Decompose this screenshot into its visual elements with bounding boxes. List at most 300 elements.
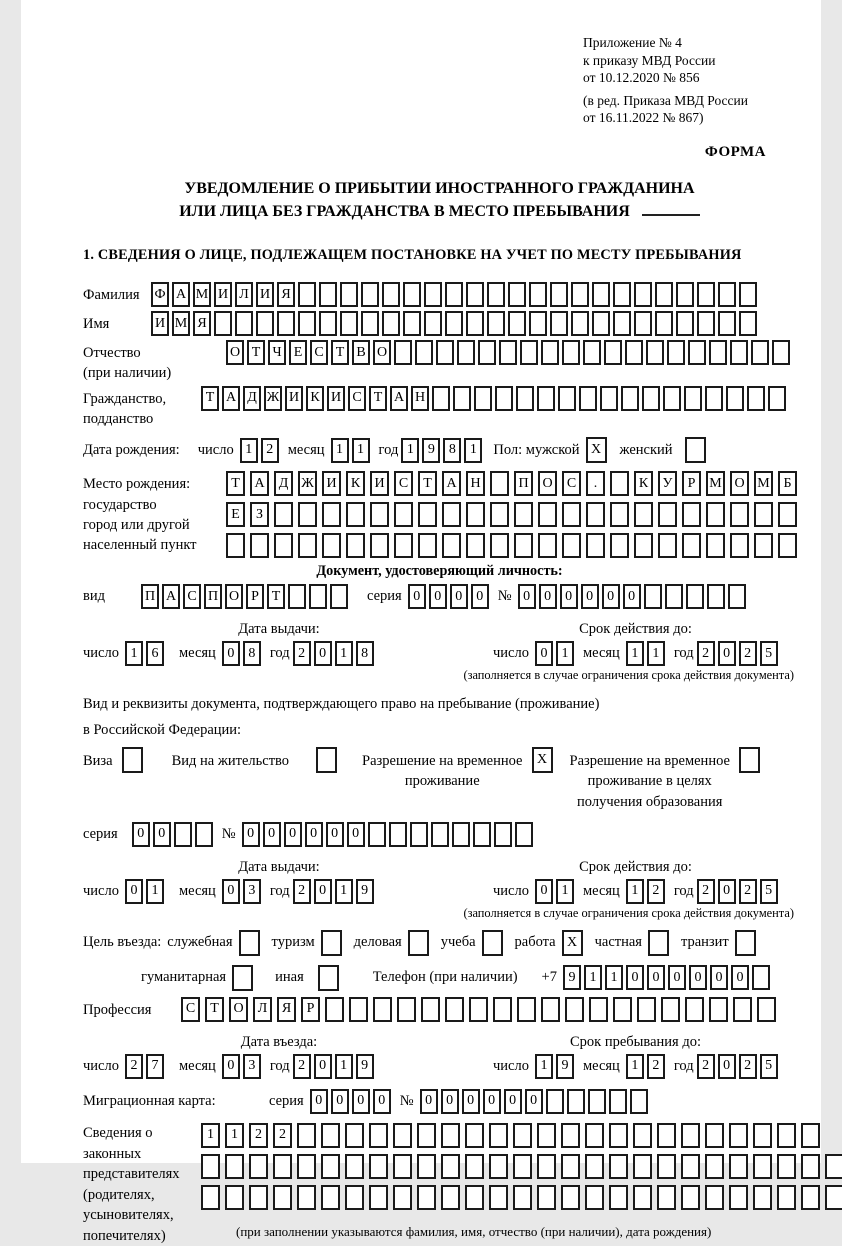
char-box[interactable]: 1 xyxy=(626,641,644,666)
char-box[interactable]: 0 xyxy=(539,584,557,609)
char-box[interactable]: 0 xyxy=(408,584,426,609)
char-box[interactable] xyxy=(424,311,442,336)
char-box[interactable]: 9 xyxy=(563,965,581,990)
char-box[interactable] xyxy=(225,1185,244,1210)
char-box[interactable]: 0 xyxy=(689,965,707,990)
char-box[interactable] xyxy=(465,1123,484,1148)
char-box[interactable] xyxy=(297,1185,316,1210)
char-box[interactable] xyxy=(778,533,797,558)
char-box[interactable]: С xyxy=(562,471,581,496)
char-box[interactable]: Л xyxy=(253,997,272,1022)
char-box[interactable]: 0 xyxy=(441,1089,459,1114)
char-box[interactable] xyxy=(558,386,576,411)
char-box[interactable] xyxy=(633,1154,652,1179)
char-box[interactable] xyxy=(370,533,389,558)
char-box[interactable]: К xyxy=(634,471,653,496)
char-box[interactable] xyxy=(466,502,485,527)
char-box[interactable]: Я xyxy=(193,311,211,336)
char-box[interactable]: 8 xyxy=(243,641,261,666)
char-box[interactable]: Я xyxy=(277,997,296,1022)
char-box[interactable] xyxy=(369,1154,388,1179)
char-box[interactable] xyxy=(487,311,505,336)
char-box[interactable] xyxy=(658,502,677,527)
char-box[interactable] xyxy=(394,340,412,365)
char-box[interactable] xyxy=(644,584,662,609)
char-box[interactable]: 0 xyxy=(314,641,332,666)
char-box[interactable]: 2 xyxy=(293,879,311,904)
char-box[interactable] xyxy=(478,340,496,365)
char-box[interactable] xyxy=(706,533,725,558)
char-box[interactable]: 6 xyxy=(146,641,164,666)
char-box[interactable]: 0 xyxy=(450,584,468,609)
char-box[interactable] xyxy=(520,340,538,365)
char-box[interactable] xyxy=(609,1154,628,1179)
char-box[interactable] xyxy=(288,584,306,609)
char-box[interactable] xyxy=(321,1123,340,1148)
char-box[interactable] xyxy=(441,1185,460,1210)
char-box[interactable] xyxy=(408,930,429,956)
char-box[interactable] xyxy=(730,533,749,558)
char-box[interactable]: 2 xyxy=(647,1054,665,1079)
char-box[interactable] xyxy=(754,533,773,558)
char-box[interactable] xyxy=(495,386,513,411)
char-box[interactable] xyxy=(541,997,560,1022)
char-box[interactable]: 1 xyxy=(335,641,353,666)
char-box[interactable] xyxy=(825,1185,842,1210)
char-box[interactable]: 1 xyxy=(647,641,665,666)
char-box[interactable]: 0 xyxy=(718,879,736,904)
char-box[interactable]: 1 xyxy=(335,879,353,904)
char-box[interactable] xyxy=(393,1154,412,1179)
char-box[interactable] xyxy=(697,311,715,336)
char-box[interactable]: А xyxy=(162,584,180,609)
char-box[interactable] xyxy=(562,533,581,558)
char-box[interactable] xyxy=(514,533,533,558)
char-box[interactable] xyxy=(489,1154,508,1179)
char-box[interactable]: 2 xyxy=(697,641,715,666)
char-box[interactable]: 0 xyxy=(518,584,536,609)
char-box[interactable] xyxy=(610,533,629,558)
char-box[interactable]: С xyxy=(181,997,200,1022)
char-box[interactable]: 2 xyxy=(125,1054,143,1079)
char-box[interactable]: 1 xyxy=(125,641,143,666)
char-box[interactable] xyxy=(473,822,491,847)
char-box[interactable] xyxy=(609,1123,628,1148)
char-box[interactable]: А xyxy=(250,471,269,496)
char-box[interactable] xyxy=(648,930,669,956)
char-box[interactable] xyxy=(718,311,736,336)
char-box[interactable] xyxy=(777,1154,796,1179)
char-box[interactable]: 1 xyxy=(225,1123,244,1148)
char-box[interactable]: 9 xyxy=(356,879,374,904)
char-box[interactable]: 0 xyxy=(560,584,578,609)
char-box[interactable] xyxy=(688,340,706,365)
char-box[interactable] xyxy=(665,584,683,609)
char-box[interactable]: И xyxy=(151,311,169,336)
char-box[interactable]: 0 xyxy=(462,1089,480,1114)
char-box[interactable]: 1 xyxy=(584,965,602,990)
char-box[interactable] xyxy=(600,386,618,411)
char-box[interactable]: 1 xyxy=(401,438,419,463)
char-box[interactable]: М xyxy=(193,282,211,307)
char-box[interactable]: К xyxy=(346,471,365,496)
char-box[interactable] xyxy=(592,311,610,336)
char-box[interactable]: 0 xyxy=(581,584,599,609)
char-box[interactable]: 7 xyxy=(146,1054,164,1079)
char-box[interactable]: 1 xyxy=(464,438,482,463)
char-box[interactable] xyxy=(487,282,505,307)
char-box[interactable]: 0 xyxy=(429,584,447,609)
char-box[interactable]: 1 xyxy=(626,1054,644,1079)
char-box[interactable]: 0 xyxy=(535,879,553,904)
char-box[interactable] xyxy=(465,1185,484,1210)
char-box[interactable] xyxy=(613,997,632,1022)
char-box[interactable] xyxy=(298,533,317,558)
char-box[interactable]: М xyxy=(706,471,725,496)
char-box[interactable]: Н xyxy=(411,386,429,411)
char-box[interactable] xyxy=(226,533,245,558)
char-box[interactable] xyxy=(565,997,584,1022)
char-box[interactable]: 5 xyxy=(760,1054,778,1079)
char-box[interactable]: 0 xyxy=(222,641,240,666)
char-box[interactable]: И xyxy=(370,471,389,496)
char-box[interactable]: 1 xyxy=(626,879,644,904)
char-box[interactable]: Т xyxy=(267,584,285,609)
char-box[interactable] xyxy=(685,997,704,1022)
char-box[interactable] xyxy=(457,340,475,365)
char-box[interactable] xyxy=(346,502,365,527)
char-box[interactable] xyxy=(274,502,293,527)
char-box[interactable]: Я xyxy=(277,282,295,307)
char-box[interactable]: Т xyxy=(226,471,245,496)
char-box[interactable]: И xyxy=(256,282,274,307)
char-box[interactable] xyxy=(515,822,533,847)
char-box[interactable]: 0 xyxy=(483,1089,501,1114)
char-box[interactable] xyxy=(297,1123,316,1148)
char-box[interactable]: 0 xyxy=(525,1089,543,1114)
char-box[interactable]: 0 xyxy=(504,1089,522,1114)
char-box[interactable]: Ч xyxy=(268,340,286,365)
char-box[interactable]: 2 xyxy=(697,1054,715,1079)
char-box[interactable] xyxy=(663,386,681,411)
char-box[interactable]: 0 xyxy=(153,822,171,847)
char-box[interactable] xyxy=(466,311,484,336)
char-box[interactable] xyxy=(634,502,653,527)
char-box[interactable] xyxy=(319,311,337,336)
char-box[interactable] xyxy=(537,1123,556,1148)
char-box[interactable] xyxy=(418,533,437,558)
char-box[interactable] xyxy=(382,282,400,307)
char-box[interactable]: 0 xyxy=(668,965,686,990)
char-box[interactable] xyxy=(726,386,744,411)
char-box[interactable]: 2 xyxy=(273,1123,292,1148)
char-box[interactable] xyxy=(705,386,723,411)
char-box[interactable] xyxy=(442,502,461,527)
char-box[interactable]: А xyxy=(222,386,240,411)
char-box[interactable] xyxy=(733,997,752,1022)
char-box[interactable] xyxy=(373,997,392,1022)
char-box[interactable]: 5 xyxy=(760,879,778,904)
char-box[interactable]: К xyxy=(306,386,324,411)
char-box[interactable] xyxy=(489,1123,508,1148)
char-box[interactable] xyxy=(613,311,631,336)
char-box[interactable] xyxy=(469,997,488,1022)
char-box[interactable] xyxy=(250,533,269,558)
char-box[interactable] xyxy=(513,1154,532,1179)
char-box[interactable]: 1 xyxy=(556,879,574,904)
char-box[interactable] xyxy=(685,437,706,463)
char-box[interactable] xyxy=(753,1154,772,1179)
char-box[interactable] xyxy=(646,340,664,365)
char-box[interactable]: О xyxy=(373,340,391,365)
char-box[interactable]: 1 xyxy=(556,641,574,666)
char-box[interactable] xyxy=(466,533,485,558)
char-box[interactable] xyxy=(340,282,358,307)
char-box[interactable] xyxy=(754,502,773,527)
char-box[interactable] xyxy=(466,282,484,307)
char-box[interactable]: 0 xyxy=(284,822,302,847)
char-box[interactable]: 0 xyxy=(305,822,323,847)
char-box[interactable] xyxy=(403,311,421,336)
char-box[interactable] xyxy=(681,1154,700,1179)
char-box[interactable]: 1 xyxy=(331,438,349,463)
char-box[interactable] xyxy=(529,311,547,336)
char-box[interactable] xyxy=(330,584,348,609)
char-box[interactable] xyxy=(513,1185,532,1210)
char-box[interactable] xyxy=(586,502,605,527)
char-box[interactable]: Т xyxy=(331,340,349,365)
char-box[interactable] xyxy=(201,1185,220,1210)
char-box[interactable] xyxy=(661,997,680,1022)
char-box[interactable] xyxy=(801,1185,820,1210)
char-box[interactable] xyxy=(621,386,639,411)
char-box[interactable] xyxy=(707,584,725,609)
char-box[interactable] xyxy=(201,1154,220,1179)
char-box[interactable] xyxy=(538,533,557,558)
char-box[interactable]: А xyxy=(172,282,190,307)
char-box[interactable]: 0 xyxy=(718,641,736,666)
char-box[interactable] xyxy=(667,340,685,365)
char-box[interactable] xyxy=(431,822,449,847)
char-box[interactable] xyxy=(633,1185,652,1210)
char-box[interactable]: 1 xyxy=(352,438,370,463)
char-box[interactable] xyxy=(490,533,509,558)
char-box[interactable]: 0 xyxy=(242,822,260,847)
char-box[interactable]: П xyxy=(514,471,533,496)
char-box[interactable]: 1 xyxy=(535,1054,553,1079)
char-box[interactable]: А xyxy=(390,386,408,411)
char-box[interactable] xyxy=(709,340,727,365)
char-box[interactable]: 1 xyxy=(335,1054,353,1079)
char-box[interactable] xyxy=(474,386,492,411)
char-box[interactable]: Т xyxy=(247,340,265,365)
char-box[interactable]: 0 xyxy=(420,1089,438,1114)
char-box[interactable] xyxy=(561,1123,580,1148)
char-box[interactable]: Р xyxy=(246,584,264,609)
char-box[interactable]: 9 xyxy=(422,438,440,463)
char-box[interactable]: Ф xyxy=(151,282,169,307)
char-box[interactable] xyxy=(561,1154,580,1179)
char-box[interactable]: 0 xyxy=(373,1089,391,1114)
char-box[interactable] xyxy=(730,502,749,527)
char-box[interactable]: М xyxy=(172,311,190,336)
char-box[interactable] xyxy=(493,997,512,1022)
char-box[interactable] xyxy=(297,1154,316,1179)
char-box[interactable] xyxy=(235,311,253,336)
char-box[interactable]: 2 xyxy=(739,1054,757,1079)
char-box[interactable] xyxy=(318,965,339,991)
char-box[interactable]: 2 xyxy=(697,879,715,904)
char-box[interactable] xyxy=(490,502,509,527)
char-box[interactable] xyxy=(588,1089,606,1114)
char-box[interactable]: О xyxy=(538,471,557,496)
char-box[interactable] xyxy=(349,997,368,1022)
char-box[interactable] xyxy=(705,1185,724,1210)
char-box[interactable] xyxy=(397,997,416,1022)
char-box[interactable] xyxy=(682,533,701,558)
char-box[interactable] xyxy=(592,282,610,307)
char-box[interactable] xyxy=(346,533,365,558)
char-box[interactable] xyxy=(537,1154,556,1179)
char-box[interactable] xyxy=(321,930,342,956)
char-box[interactable] xyxy=(752,965,770,990)
char-box[interactable] xyxy=(529,282,547,307)
char-box[interactable]: 2 xyxy=(293,1054,311,1079)
char-box[interactable] xyxy=(403,282,421,307)
char-box[interactable] xyxy=(604,340,622,365)
char-box[interactable] xyxy=(382,311,400,336)
char-box[interactable]: И xyxy=(214,282,232,307)
char-box[interactable] xyxy=(625,340,643,365)
char-box[interactable] xyxy=(729,1185,748,1210)
char-box[interactable] xyxy=(174,822,192,847)
char-box[interactable] xyxy=(561,1185,580,1210)
char-box[interactable] xyxy=(705,1123,724,1148)
char-box[interactable]: О xyxy=(229,997,248,1022)
char-box[interactable] xyxy=(418,502,437,527)
char-box[interactable] xyxy=(550,311,568,336)
char-box[interactable]: В xyxy=(352,340,370,365)
char-box[interactable]: А xyxy=(442,471,461,496)
char-box[interactable]: С xyxy=(394,471,413,496)
char-box[interactable] xyxy=(368,822,386,847)
char-box[interactable] xyxy=(562,502,581,527)
char-box[interactable]: Д xyxy=(274,471,293,496)
char-box[interactable] xyxy=(657,1154,676,1179)
char-box[interactable] xyxy=(768,386,786,411)
char-box[interactable]: 0 xyxy=(222,1054,240,1079)
char-box[interactable] xyxy=(325,997,344,1022)
char-box[interactable] xyxy=(298,282,316,307)
char-box[interactable]: 0 xyxy=(647,965,665,990)
char-box[interactable] xyxy=(585,1154,604,1179)
char-box[interactable] xyxy=(482,930,503,956)
char-box[interactable]: X xyxy=(586,437,607,463)
char-box[interactable] xyxy=(273,1154,292,1179)
char-box[interactable] xyxy=(389,822,407,847)
char-box[interactable]: X xyxy=(532,747,553,773)
char-box[interactable] xyxy=(417,1123,436,1148)
char-box[interactable] xyxy=(122,747,143,773)
char-box[interactable] xyxy=(489,1185,508,1210)
char-box[interactable] xyxy=(772,340,790,365)
char-box[interactable] xyxy=(642,386,660,411)
char-box[interactable] xyxy=(801,1123,820,1148)
char-box[interactable] xyxy=(676,311,694,336)
char-box[interactable]: 2 xyxy=(249,1123,268,1148)
char-box[interactable] xyxy=(739,747,760,773)
char-box[interactable] xyxy=(421,997,440,1022)
char-box[interactable] xyxy=(579,386,597,411)
char-box[interactable]: Т xyxy=(369,386,387,411)
char-box[interactable] xyxy=(718,282,736,307)
char-box[interactable] xyxy=(436,340,454,365)
char-box[interactable] xyxy=(340,311,358,336)
char-box[interactable] xyxy=(490,471,509,496)
char-box[interactable] xyxy=(567,1089,585,1114)
char-box[interactable] xyxy=(394,533,413,558)
char-box[interactable] xyxy=(410,822,428,847)
char-box[interactable]: П xyxy=(141,584,159,609)
char-box[interactable] xyxy=(508,311,526,336)
char-box[interactable] xyxy=(441,1123,460,1148)
char-box[interactable] xyxy=(705,1154,724,1179)
char-box[interactable] xyxy=(684,386,702,411)
char-box[interactable]: З xyxy=(250,502,269,527)
char-box[interactable] xyxy=(777,1123,796,1148)
char-box[interactable] xyxy=(298,311,316,336)
char-box[interactable] xyxy=(709,997,728,1022)
char-box[interactable]: Ж xyxy=(264,386,282,411)
char-box[interactable] xyxy=(757,997,776,1022)
char-box[interactable]: 0 xyxy=(471,584,489,609)
char-box[interactable] xyxy=(681,1123,700,1148)
char-box[interactable] xyxy=(729,1154,748,1179)
char-box[interactable]: С xyxy=(310,340,328,365)
char-box[interactable] xyxy=(730,340,748,365)
char-box[interactable]: Р xyxy=(301,997,320,1022)
char-box[interactable] xyxy=(537,386,555,411)
char-box[interactable]: 0 xyxy=(331,1089,349,1114)
char-box[interactable] xyxy=(655,282,673,307)
char-box[interactable] xyxy=(610,502,629,527)
char-box[interactable]: 0 xyxy=(718,1054,736,1079)
char-box[interactable] xyxy=(453,386,471,411)
char-box[interactable] xyxy=(546,1089,564,1114)
char-box[interactable] xyxy=(747,386,765,411)
char-box[interactable] xyxy=(513,1123,532,1148)
char-box[interactable]: 1 xyxy=(146,879,164,904)
char-box[interactable] xyxy=(319,282,337,307)
char-box[interactable]: Е xyxy=(226,502,245,527)
char-box[interactable] xyxy=(634,282,652,307)
char-box[interactable] xyxy=(571,282,589,307)
char-box[interactable]: 2 xyxy=(261,438,279,463)
char-box[interactable]: Т xyxy=(418,471,437,496)
char-box[interactable] xyxy=(571,311,589,336)
char-box[interactable] xyxy=(676,282,694,307)
char-box[interactable]: 0 xyxy=(125,879,143,904)
char-box[interactable]: Ж xyxy=(298,471,317,496)
char-box[interactable] xyxy=(345,1154,364,1179)
char-box[interactable] xyxy=(417,1154,436,1179)
char-box[interactable]: 3 xyxy=(243,879,261,904)
char-box[interactable]: И xyxy=(327,386,345,411)
char-box[interactable] xyxy=(778,502,797,527)
char-box[interactable]: X xyxy=(562,930,583,956)
char-box[interactable] xyxy=(697,282,715,307)
char-box[interactable]: Е xyxy=(289,340,307,365)
